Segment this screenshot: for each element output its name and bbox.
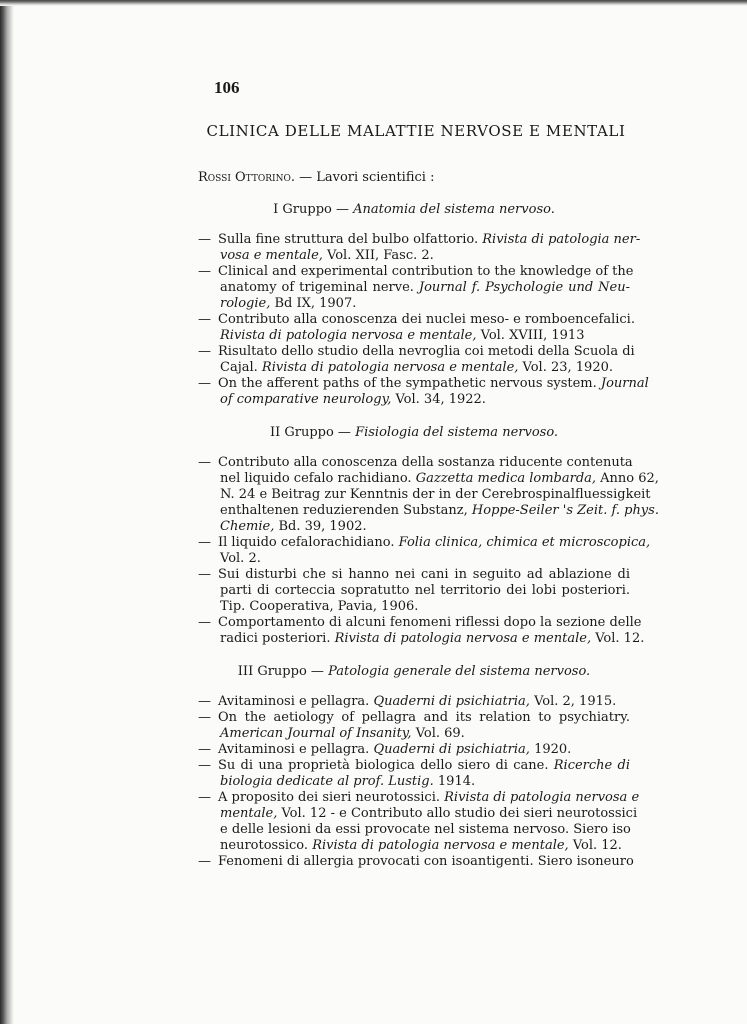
entry-line [198, 583, 630, 599]
journal-title: Hoppe-Seiler 's Zeit. f. phys. [471, 503, 659, 518]
bibliography-entry [198, 694, 630, 710]
entry-line [198, 854, 634, 870]
journal-title: Chemie, [220, 519, 275, 534]
entry-text: radici posteriori. [220, 631, 335, 646]
entry-dash: — [198, 854, 211, 869]
entry-line [198, 232, 641, 248]
entry-text: Fenomeni di allergia provocati con isoantigenti. Siero isoneuro [218, 854, 634, 869]
entry-line [198, 503, 659, 519]
entry-text: Clinical and experimental contribution to the knowledge of the [218, 264, 634, 279]
journal-title: Quaderni di psichiatria, [373, 694, 530, 709]
journal-title: Rivista di patologia ner- [482, 232, 641, 247]
entry-line [198, 694, 630, 710]
group-subject: Anatomia del sistema nervoso. [353, 202, 555, 217]
entry-line [198, 471, 659, 487]
journal-title: Rivista di patologia nervosa e mentale, [334, 631, 592, 646]
journal-title: vosa e mentale, [220, 248, 323, 263]
entry-line [198, 742, 630, 758]
journal-title: Rivista di patologia nervosa e mentale, [312, 838, 569, 853]
entry-dash: — [198, 567, 211, 582]
page-binding-edge [0, 0, 14, 1024]
entry-dash: — [198, 694, 211, 709]
entry-line [198, 758, 630, 774]
entry-dash: — [198, 312, 211, 327]
bibliography-entry [198, 535, 651, 567]
journal-title: rologie, [220, 296, 271, 311]
entry-line [198, 806, 638, 822]
entry-text: enthaltenen reduzierenden Substanz, [220, 503, 472, 518]
journal-title: Ricerche di [553, 758, 630, 773]
bibliography-entry [198, 790, 640, 854]
entry-dash: — [198, 615, 211, 630]
entry-text: Avitaminosi e pellagra. [218, 742, 374, 757]
group-heading [198, 425, 630, 441]
journal-title: mentale, [220, 806, 278, 821]
bibliography-entry [198, 376, 649, 408]
entry-line [198, 280, 630, 296]
author-name: Rossi Ottorino. [198, 170, 295, 185]
entry-line [198, 599, 630, 615]
journal-title: of comparative neurology, [220, 392, 392, 407]
bibliography-entry [198, 264, 634, 312]
entry-line [198, 296, 630, 312]
groups [198, 202, 659, 870]
entry-text: Vol. 12 - e Contributo allo studio dei sieri neurotossici [277, 806, 638, 821]
bibliography-entry [198, 344, 635, 376]
bibliography-entry [198, 312, 635, 344]
entry-text: Su di una proprietà biologica dello siero di cane. [218, 758, 554, 773]
entry-line [198, 344, 635, 360]
group-heading [198, 202, 630, 218]
entry-dash: — [198, 376, 211, 391]
journal-title: Quaderni di psichiatria, [373, 742, 530, 757]
entry-text: Vol. 12. [568, 838, 622, 853]
entry-line [198, 455, 633, 471]
entry-line [198, 264, 634, 280]
entry-text: Sui disturbi che si hanno nei cani in seguito ad ablazione di [218, 567, 630, 582]
entry-text: 1914. [433, 774, 476, 789]
bibliography-entry [198, 710, 630, 742]
entry-text: Vol. 23, 1920. [518, 360, 614, 375]
entry-text: A proposito dei sieri neurotossici. [218, 790, 445, 805]
journal-title: Gazzetta medica lombarda, [415, 471, 597, 486]
entry-line [198, 551, 630, 567]
entry-line [198, 535, 651, 551]
entry-line [198, 790, 640, 806]
entry-line [198, 615, 642, 631]
entry-line [198, 726, 630, 742]
entry-text: Avitaminosi e pellagra. [218, 694, 374, 709]
group-label: II Gruppo — [269, 425, 351, 440]
entry-line [198, 312, 635, 328]
entry-text: nel liquido cefalo rachidiano. [220, 471, 416, 486]
entry-text: On the afferent paths of the sympathetic nervous system. [218, 376, 601, 391]
entry-text: Sulla fine struttura del bulbo olfattorio. [218, 232, 483, 247]
entry-text: Cajal. [220, 360, 262, 375]
entry-line [198, 822, 630, 838]
author-line [198, 170, 630, 186]
entry-text: Vol. 12. [591, 631, 645, 646]
entry-line [198, 248, 630, 264]
entry-dash: — [198, 232, 211, 247]
journal-title: Rivista di patologia nervosa e [444, 790, 640, 805]
entry-dash: — [198, 455, 211, 470]
entry-dash: — [198, 344, 211, 359]
entry-text: Contributo alla conoscenza della sostanza riducente contenuta [218, 455, 633, 470]
entry-text: Vol. XVIII, 1913 [476, 328, 585, 343]
entry-text: Vol. 69. [411, 726, 465, 741]
bibliography-entry [198, 742, 630, 758]
running-header: CLINICA DELLE MALATTIE NERVOSE E MENTALI [206, 122, 626, 140]
entry-dash: — [198, 790, 211, 805]
entry-dash: — [198, 742, 211, 757]
journal-title: Rivista di patologia nervosa e mentale, [220, 328, 477, 343]
entry-text: N. 24 e Beitrag zur Kenntnis der in der Cerebrospinalfluessigkeit [220, 487, 651, 502]
entry-line [198, 838, 630, 854]
group-subject: Patologia generale del sistema nervoso. [328, 664, 591, 679]
entry-text: anatomy of trigeminal nerve. [220, 280, 419, 295]
entry-line [198, 631, 645, 647]
entry-text: Vol. 34, 1922. [391, 392, 486, 407]
entry-line [198, 519, 630, 535]
bibliography-entry [198, 232, 641, 264]
entry-text: parti di corteccia sopratutto nel territorio dei lobi posteriori. [220, 583, 630, 598]
bibliography-entry [198, 854, 634, 870]
scan-top-edge [0, 0, 747, 6]
entry-text: Contributo alla conoscenza dei nuclei meso- e romboencefalici. [218, 312, 635, 327]
entry-dash: — [198, 758, 211, 773]
entry-line [198, 392, 630, 408]
author-subtitle: — Lavori scientifici : [299, 170, 435, 185]
entry-dash: — [198, 264, 211, 279]
bibliography-entry [198, 758, 630, 790]
bibliography-entry [198, 455, 659, 535]
entry-text: 1920. [529, 742, 572, 757]
entry-text: Il liquido cefalorachidiano. [218, 535, 399, 550]
entry-line [198, 328, 630, 344]
group-subject: Fisiologia del sistema nervoso. [355, 425, 559, 440]
entry-line [198, 710, 630, 726]
entry-line [198, 487, 651, 503]
entry-line [198, 774, 630, 790]
entry-text: Vol. 2. [220, 551, 261, 566]
publication-list [198, 170, 659, 870]
entry-text: neurotossico. [220, 838, 313, 853]
group-label: I Gruppo — [273, 202, 349, 217]
entry-text: e delle lesioni da essi provocate nel sistema nervoso. Siero iso [220, 822, 631, 837]
bibliography-entry [198, 567, 630, 615]
group-heading [198, 664, 630, 680]
entry-text: Bd. 39, 1902. [274, 519, 367, 534]
entry-text: Risultato dello studio della nevroglia coi metodi della Scuola di [218, 344, 635, 359]
journal-title: biologia dedicate al prof. Lustig. [220, 774, 434, 789]
entry-text: On the aetiology of pellagra and its relation to psychiatry. [218, 710, 630, 725]
entry-line [198, 360, 630, 376]
journal-title: Folia clinica, chimica et microscopica, [398, 535, 651, 550]
entry-dash: — [198, 710, 211, 725]
entry-text: Comportamento di alcuni fenomeni riflessi dopo la sezione delle [218, 615, 642, 630]
journal-title: Journal f. Psychologie und Neu- [418, 280, 630, 295]
group-label: III Gruppo — [237, 664, 324, 679]
bibliography-entry [198, 615, 645, 647]
entry-line [198, 567, 630, 583]
journal-title: American Journal of Insanity, [220, 726, 412, 741]
entry-text: Bd IX, 1907. [270, 296, 357, 311]
entry-text: Anno 62, [596, 471, 659, 486]
entry-text: Tip. Cooperativa, Pavia, 1906. [220, 599, 419, 614]
entry-text: Vol. 2, 1915. [529, 694, 617, 709]
journal-title: Journal [600, 376, 649, 391]
journal-title: Rivista di patologia nervosa e mentale, [261, 360, 519, 375]
entry-line [198, 376, 649, 392]
page-number: 106 [214, 78, 240, 97]
entry-text: Vol. XII, Fasc. 2. [322, 248, 434, 263]
entry-dash: — [198, 535, 211, 550]
